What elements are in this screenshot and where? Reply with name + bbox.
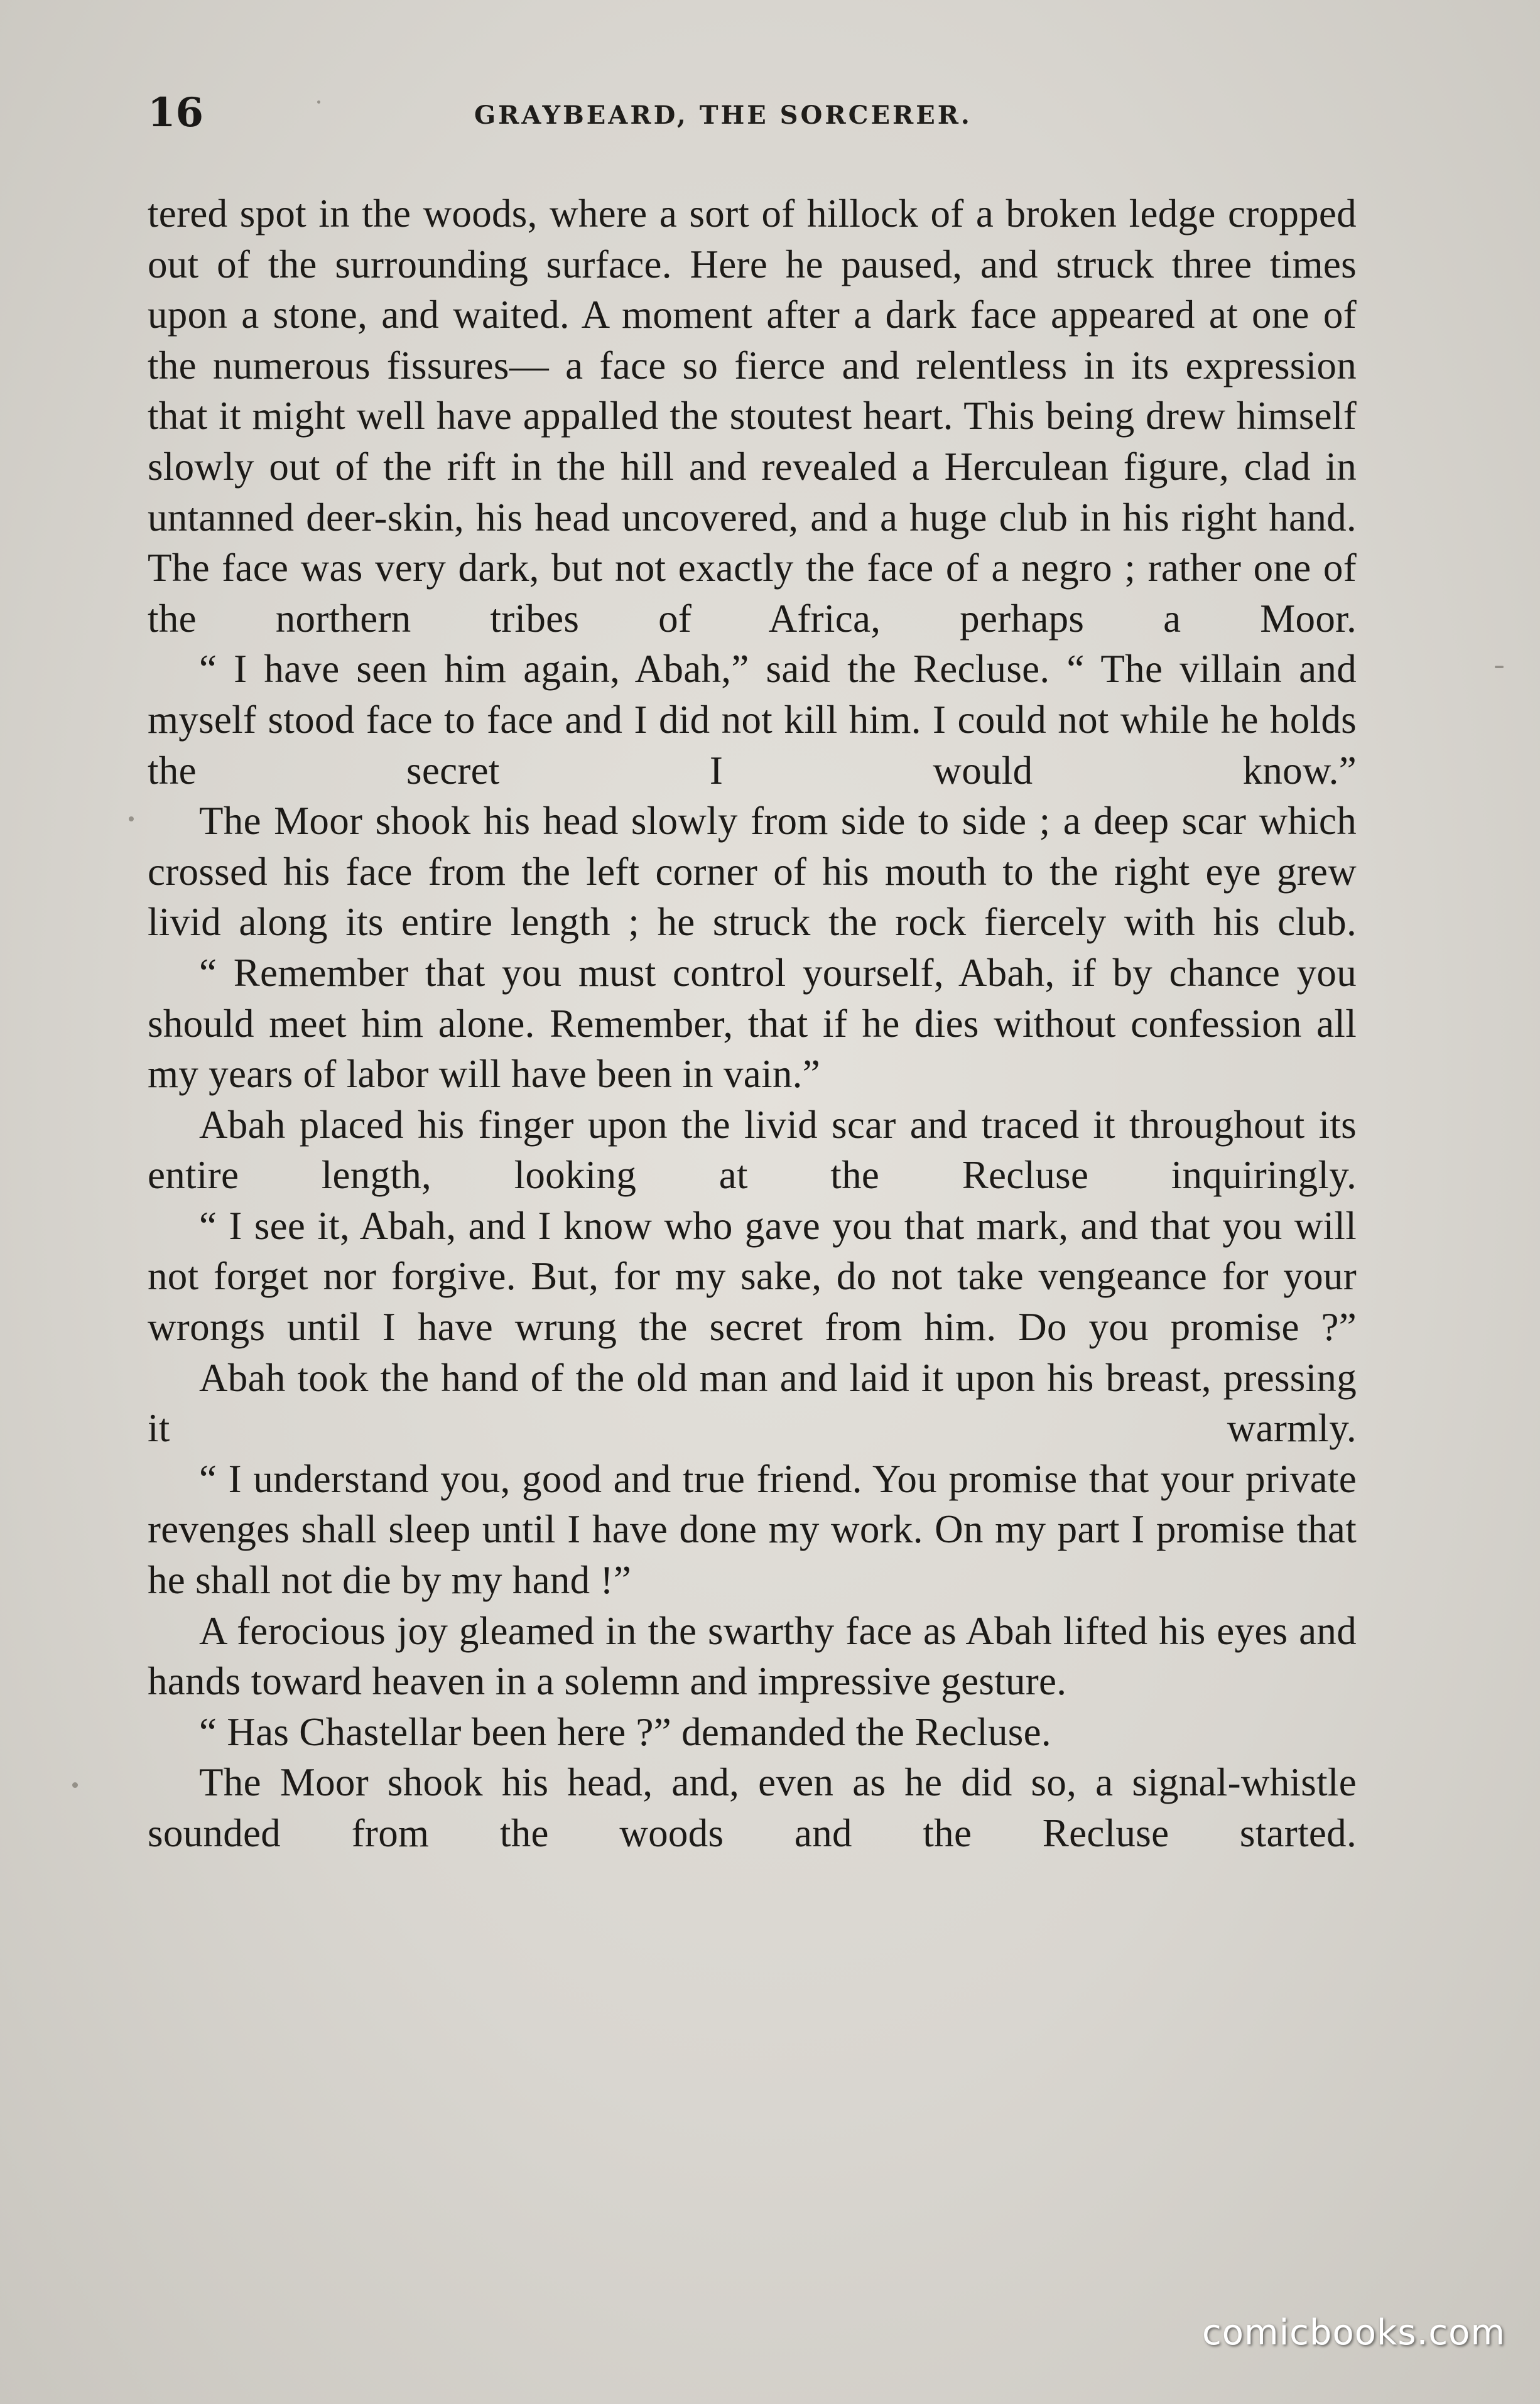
paper-speck — [129, 816, 134, 821]
paragraph-3: The Moor shook his head slowly from side to side ; a deep scar which crossed his face from the left corner of his mouth to the right eye grew livid along its entire length ; he struck the rock fiercely with his club. — [148, 799, 1357, 945]
paragraph-1: tered spot in the woods, where a sort of hillock of a broken ledge cropped out of the surrounding surface. Here he paused, and struck three times upon a stone, and waited. A moment after a dark face appeared at one of the numerous fissures— a face so fierce and relentless in its expression that it might well have appalled the stoutest heart. This being drew himself slowly out of the rift in the hill and revealed a Herculean figure, clad in untanned deer-skin, his head uncovered, and a huge club in his right hand. The face was very dark, but not exactly the face of a negro ; rather one of the northern tribes of Africa, perhaps a Moor. — [148, 192, 1357, 641]
paragraph-7: Abah took the hand of the old man and laid it upon his breast, pressing it warmly. — [148, 1355, 1357, 1451]
paper-speck — [72, 1782, 78, 1788]
paragraph-9: A ferocious joy gleamed in the swarthy face as Abah lifted his eyes and hands toward heaven in a solemn and impressive gesture. — [148, 1608, 1357, 1704]
paper-speck — [1495, 666, 1504, 668]
paragraph-10: “ Has Chastellar been here ?” demanded the Recluse. — [199, 1709, 1051, 1754]
paragraph-11: The Moor shook his head, and, even as he did so, a signal-whistle sounded from the woods and the Recluse started. — [148, 1760, 1357, 1855]
watermark-logo: comicbooks.com — [1201, 2312, 1505, 2353]
page-number: 16 — [148, 89, 204, 136]
running-head — [148, 88, 1357, 144]
running-title: GRAYBEARD, THE SORCERER. — [474, 100, 972, 130]
paragraph-8: “ I understand you, good and true friend. You promise that your private revenges shall sleep until I have done my work. On my part I promise that he shall not die by my hand !” — [148, 1456, 1357, 1603]
paragraph-2: “ I have seen him again, Abah,” said the Recluse. “ The villain and myself stood face to face and I did not kill him. I could not while he holds the secret I would know.” — [148, 647, 1357, 793]
paper-speck — [317, 100, 320, 104]
paragraph-5: Abah placed his finger upon the livid scar and traced it throughout its entire length, looking at the Recluse inquiringly. — [148, 1102, 1357, 1198]
paragraph-6: “ I see it, Abah, and I know who gave you that mark, and that you will not forget nor forgive. But, for my sake, do not take vengeance for your wrongs until I have wrung the secret from him. Do you promise ?” — [148, 1203, 1357, 1350]
body-text — [148, 188, 1357, 1859]
paragraph-4: “ Remember that you must control yourself, Abah, if by chance you should meet him alone. Remember, that if he dies without confession all my years of labor will have been in vain.” — [148, 950, 1357, 1096]
